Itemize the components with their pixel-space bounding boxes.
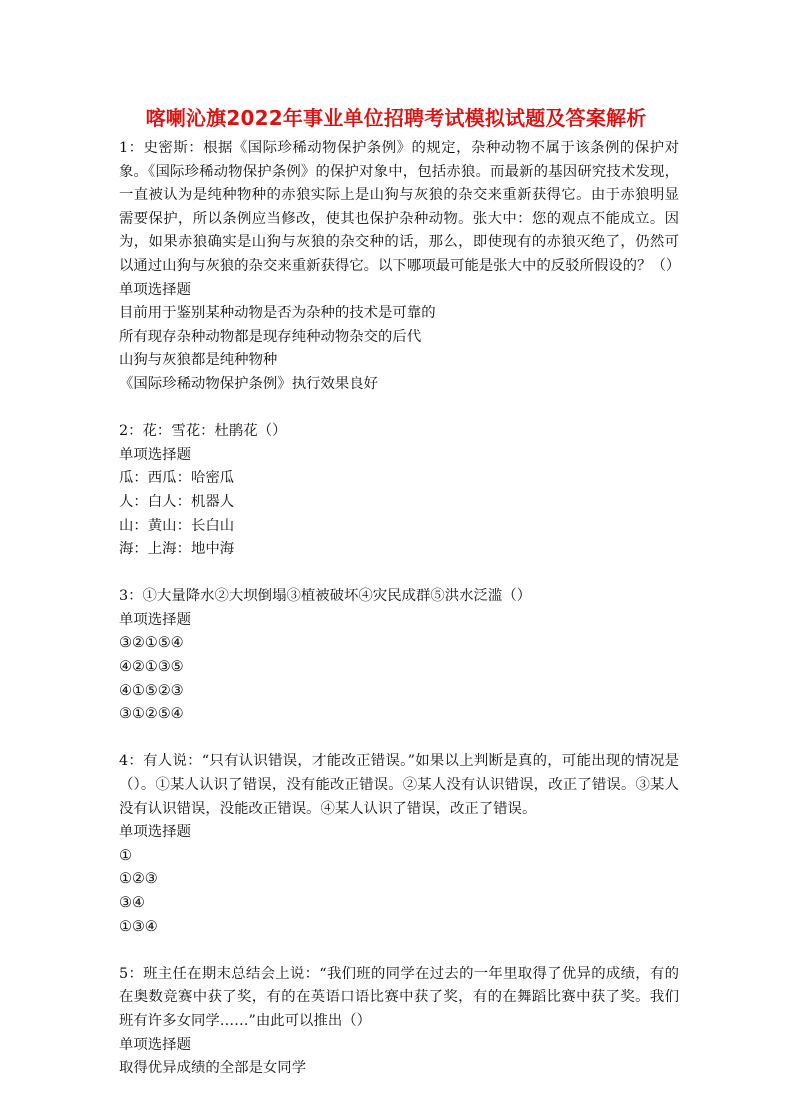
question-type: 单项选择题 bbox=[119, 611, 191, 628]
option-c: ④①⑤②③ bbox=[119, 682, 184, 699]
option-b: ④②①③⑤ bbox=[119, 659, 184, 676]
option-d: ③①②⑤④ bbox=[119, 706, 184, 723]
question-3 bbox=[119, 585, 679, 727]
document-title: 喀喇沁旗2022年事业单位招聘考试模拟试题及答案解析 bbox=[145, 106, 647, 130]
question-2 bbox=[119, 420, 679, 562]
question-text: 4：有人说：“只有认识错误，才能改正错误。”如果以上判断是真的，可能出现的情况是（）。①某人认识了错误，没有能改正错误。②某人没有认识错误，改正了错误。③某人没有认识错误，没能改正错误。④某人认识了错误，改正了错误。 bbox=[119, 753, 679, 817]
option-c: 山：黄山：长白山 bbox=[119, 517, 235, 534]
option-a: ③②①⑤④ bbox=[119, 635, 184, 652]
option-a: 取得优异成绩的全部是女同学 bbox=[119, 1060, 307, 1077]
question-type: 单项选择题 bbox=[119, 281, 191, 298]
option-b: 所有现存杂种动物都是现存纯种动物杂交的后代 bbox=[119, 328, 422, 345]
question-1 bbox=[119, 137, 679, 397]
option-a: 瓜：西瓜：哈密瓜 bbox=[119, 470, 235, 487]
option-d: 《国际珍稀动物保护条例》执行效果良好 bbox=[119, 375, 379, 392]
option-c: 山狗与灰狼都是纯种物种 bbox=[119, 352, 278, 369]
question-text: 2：花：雪花：杜鹃花（） bbox=[119, 423, 287, 440]
option-a: ① bbox=[119, 847, 132, 864]
question-5 bbox=[119, 963, 679, 1081]
question-text: 5：班主任在期末总结会上说：“我们班的同学在过去的一年里取得了优异的成绩，有的在奥数竞赛中获了奖，有的在英语口语比赛中获了奖，有的在舞蹈比赛中获了奖。我们班有许多女同学……”由此可以推出（） bbox=[119, 965, 679, 1029]
question-list bbox=[119, 137, 679, 1104]
question-text: 3：①大量降水②大坝倒塌③植被破坏④灾民成群⑤洪水泛滥（） bbox=[119, 588, 532, 605]
option-d: 海：上海：地中海 bbox=[119, 541, 235, 558]
option-b: 人：白人：机器人 bbox=[119, 493, 235, 510]
question-4 bbox=[119, 750, 679, 939]
question-type: 单项选择题 bbox=[119, 446, 191, 463]
option-a: 目前用于鉴别某种动物是否为杂种的技术是可靠的 bbox=[119, 305, 436, 322]
option-d: ①③④ bbox=[119, 918, 158, 935]
question-type: 单项选择题 bbox=[119, 824, 191, 841]
option-c: ③④ bbox=[119, 895, 145, 911]
question-text: 1：史密斯：根据《国际珍稀动物保护条例》的规定，杂种动物不属于该条例的保护对象。《国际珍稀动物保护条例》的保护对象中，包括赤狼。而最新的基因研究技术发现，一直被认为是纯种物种的赤狼实际上是山狗与灰狼的杂交来重新获得它。由于赤狼明显需要保护，所以条例应当修改，使其也保护杂种动物。张大中：您的观点不能成立。因为，如果赤狼确实是山狗与灰狼的杂交种的话，那么，即使现有的赤狼灭绝了，仍然可以通过山狗与灰狼的杂交来重新获得它。以下哪项最可能是张大中的反驳所假设的？（） bbox=[119, 140, 681, 274]
option-b: ①②③ bbox=[119, 871, 158, 888]
question-type: 单项选择题 bbox=[119, 1036, 191, 1053]
